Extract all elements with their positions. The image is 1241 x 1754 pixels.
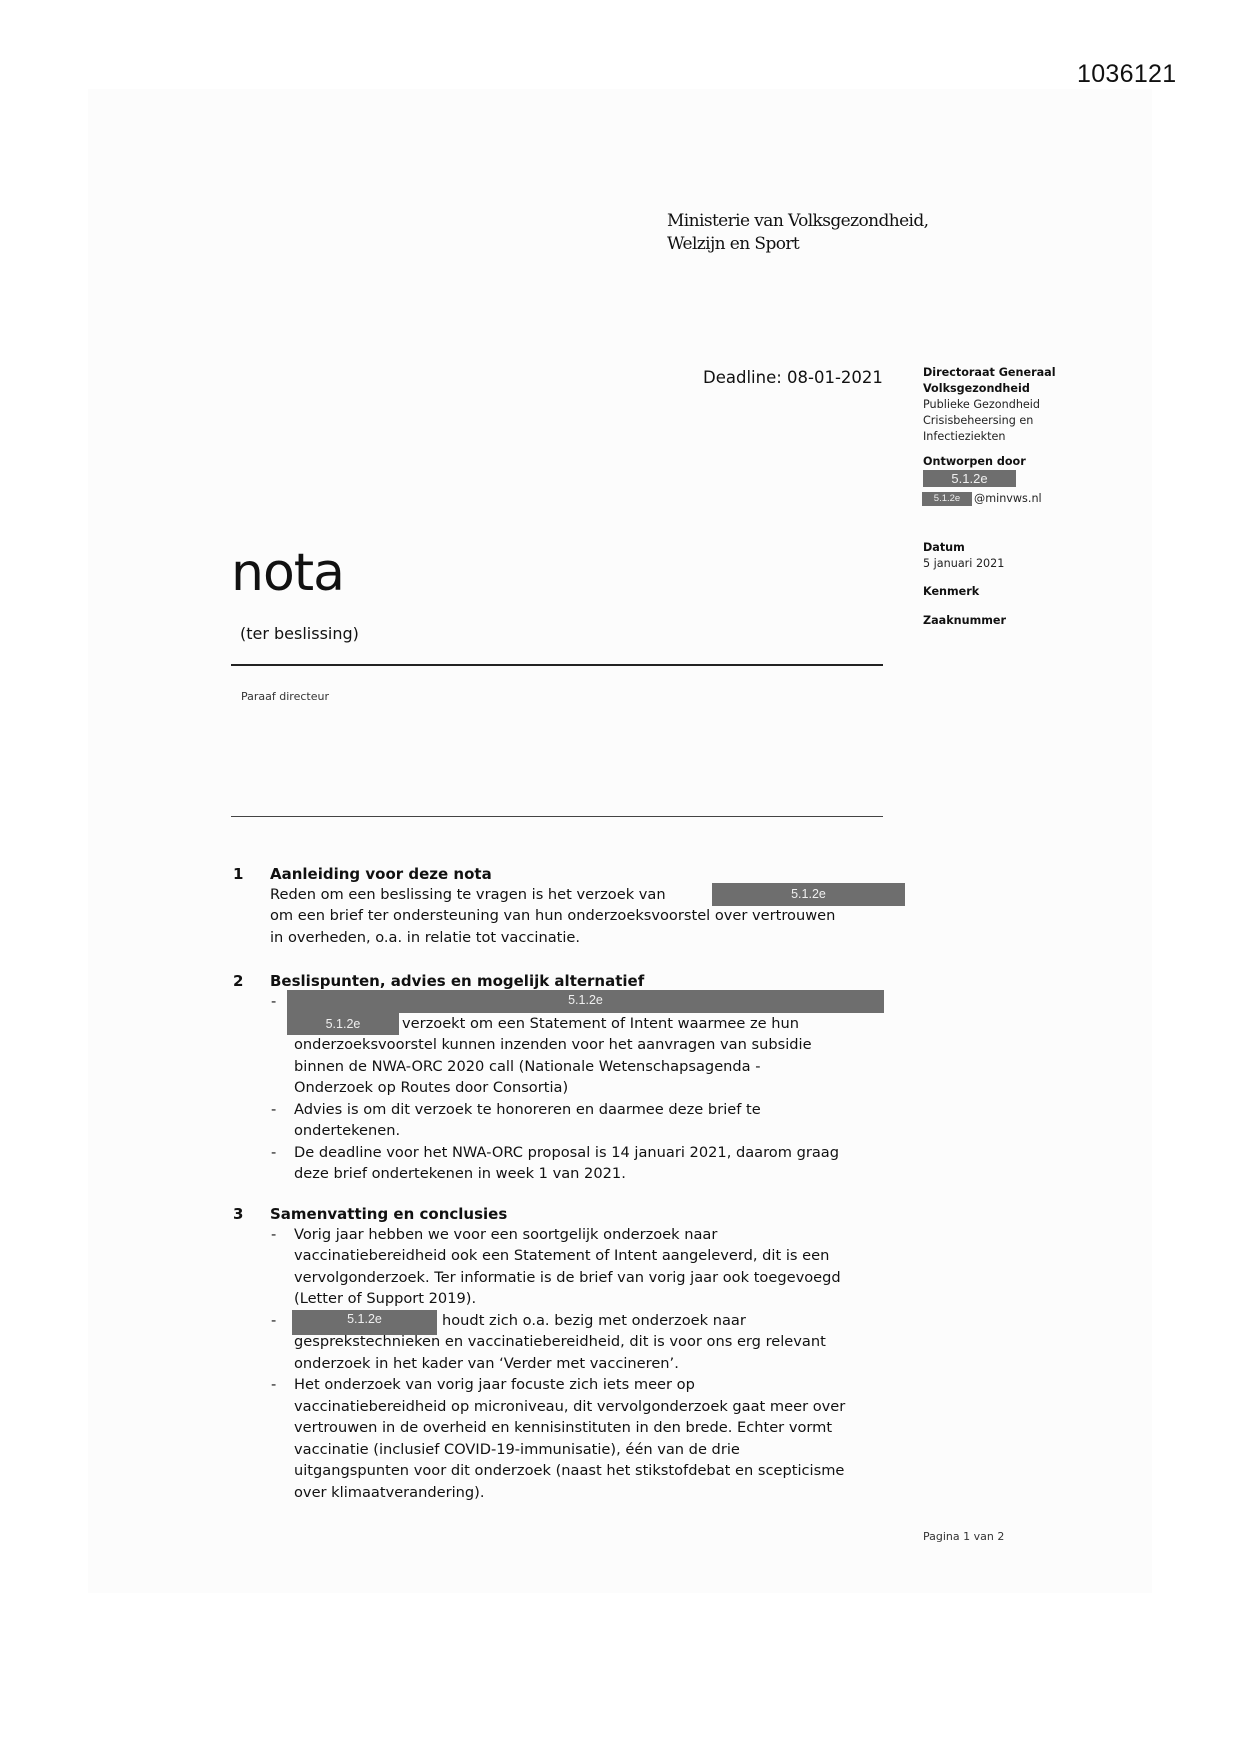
ministry-line-1: Ministerie van Volksgezondheid, — [667, 211, 929, 231]
section-3-line: vervolgonderzoek. Ter informatie is de brief van vorig jaar ook toegevoegd — [294, 1269, 841, 1286]
bullet-dash: - — [271, 1144, 277, 1161]
section-3-line: vertrouwen in de overheid en kennisinstituten in den brede. Echter vormt — [294, 1419, 833, 1436]
case-number-label: Zaaknummer — [923, 614, 1006, 627]
bullet-dash: - — [271, 1376, 277, 1393]
section-3-line: gesprekstechnieken en vaccinatiebereidheid, dit is voor ons erg relevant — [294, 1333, 826, 1350]
section-1-line: in overheden, o.a. in relatie tot vaccinatie. — [270, 929, 581, 946]
directorate-line-2: Volksgezondheid — [923, 382, 1030, 395]
bullet-dash: - — [271, 1312, 277, 1329]
redaction-designed-by: 5.1.2e — [923, 470, 1016, 487]
email-domain: @minvws.nl — [974, 492, 1042, 505]
section-1-number: 1 — [233, 865, 244, 883]
section-1-heading: Aanleiding voor deze nota — [270, 865, 492, 883]
section-2-line: ondertekenen. — [294, 1122, 401, 1139]
section-3-line: (Letter of Support 2019). — [294, 1290, 477, 1307]
section-2-line: Onderzoek op Routes door Consortia) — [294, 1079, 569, 1096]
directorate-line-1: Directoraat Generaal — [923, 366, 1056, 379]
section-3-line: vaccinatiebereidheid op microniveau, dit vervolgonderzoek gaat meer over — [294, 1398, 846, 1415]
document-title: nota — [231, 543, 345, 603]
section-2-line: Advies is om dit verzoek te honoreren en daarmee deze brief te — [294, 1101, 761, 1118]
section-3-number: 3 — [233, 1205, 244, 1223]
redaction-section-1: 5.1.2e — [712, 883, 905, 906]
department-line-3: Infectieziekten — [923, 430, 1006, 443]
section-2-number: 2 — [233, 972, 244, 990]
document-subtitle: (ter beslissing) — [240, 624, 359, 643]
section-3-line: over klimaatverandering). — [294, 1484, 485, 1501]
department-line-2: Crisisbeheersing en — [923, 414, 1034, 427]
redaction-section-2-a: 5.1.2e — [287, 990, 884, 1013]
bullet-dash: - — [271, 1226, 277, 1243]
section-3-heading: Samenvatting en conclusies — [270, 1205, 508, 1223]
designed-by-label: Ontworpen door — [923, 455, 1026, 468]
divider-top — [231, 664, 883, 666]
section-3-line: vaccinatie (inclusief COVID-19-immunisatie), één van de drie — [294, 1441, 740, 1458]
section-2-heading: Beslispunten, advies en mogelijk alternatief — [270, 972, 645, 990]
section-2-line: binnen de NWA-ORC 2020 call (Nationale Wetenschapsagenda - — [294, 1058, 761, 1075]
section-3-line: uitgangspunten voor dit onderzoek (naast het stikstofdebat en scepticisme — [294, 1462, 845, 1479]
bullet-dash: - — [271, 993, 277, 1010]
bullet-dash: - — [271, 1101, 277, 1118]
page-indicator: Pagina 1 van 2 — [923, 1530, 1005, 1543]
date-label: Datum — [923, 541, 965, 554]
section-3-line: vaccinatiebereidheid ook een Statement of Intent aangeleverd, dit is een — [294, 1247, 830, 1264]
section-1-line: Reden om een beslissing te vragen is het verzoek van — [270, 886, 666, 903]
section-3-line: houdt zich o.a. bezig met onderzoek naar — [442, 1312, 746, 1329]
section-2-line: onderzoeksvoorstel kunnen inzenden voor het aanvragen van subsidie — [294, 1036, 812, 1053]
section-2-line: verzoekt om een Statement of Intent waarmee ze hun — [402, 1015, 800, 1032]
deadline-text: Deadline: 08-01-2021 — [703, 368, 883, 387]
divider-bottom — [231, 816, 883, 817]
redaction-email: 5.1.2e — [922, 492, 972, 506]
section-3-line: onderzoek in het kader van ‘Verder met vaccineren’. — [294, 1355, 679, 1372]
sidebar-directorate — [923, 365, 1056, 445]
reference-label: Kenmerk — [923, 585, 980, 598]
section-2-line: deze brief ondertekenen in week 1 van 2021. — [294, 1165, 626, 1182]
section-3-line: Het onderzoek van vorig jaar focuste zich iets meer op — [294, 1376, 695, 1393]
ministry-logo-text — [667, 210, 928, 256]
department-line-1: Publieke Gezondheid — [923, 398, 1041, 411]
date-value: 5 januari 2021 — [923, 557, 1005, 570]
section-2-line: De deadline voor het NWA-ORC proposal is 14 januari 2021, daarom graag — [294, 1144, 839, 1161]
paraaf-label: Paraaf directeur — [241, 690, 329, 703]
redaction-section-3: 5.1.2e — [292, 1310, 437, 1335]
redaction-section-2-b: 5.1.2e — [287, 1013, 399, 1035]
ministry-line-2: Welzijn en Sport — [667, 234, 800, 254]
document-number: 1036121 — [1077, 60, 1177, 88]
section-1-line: om een brief ter ondersteuning van hun onderzoeksvoorstel over vertrouwen — [270, 907, 836, 924]
section-3-line: Vorig jaar hebben we voor een soortgelijk onderzoek naar — [294, 1226, 718, 1243]
